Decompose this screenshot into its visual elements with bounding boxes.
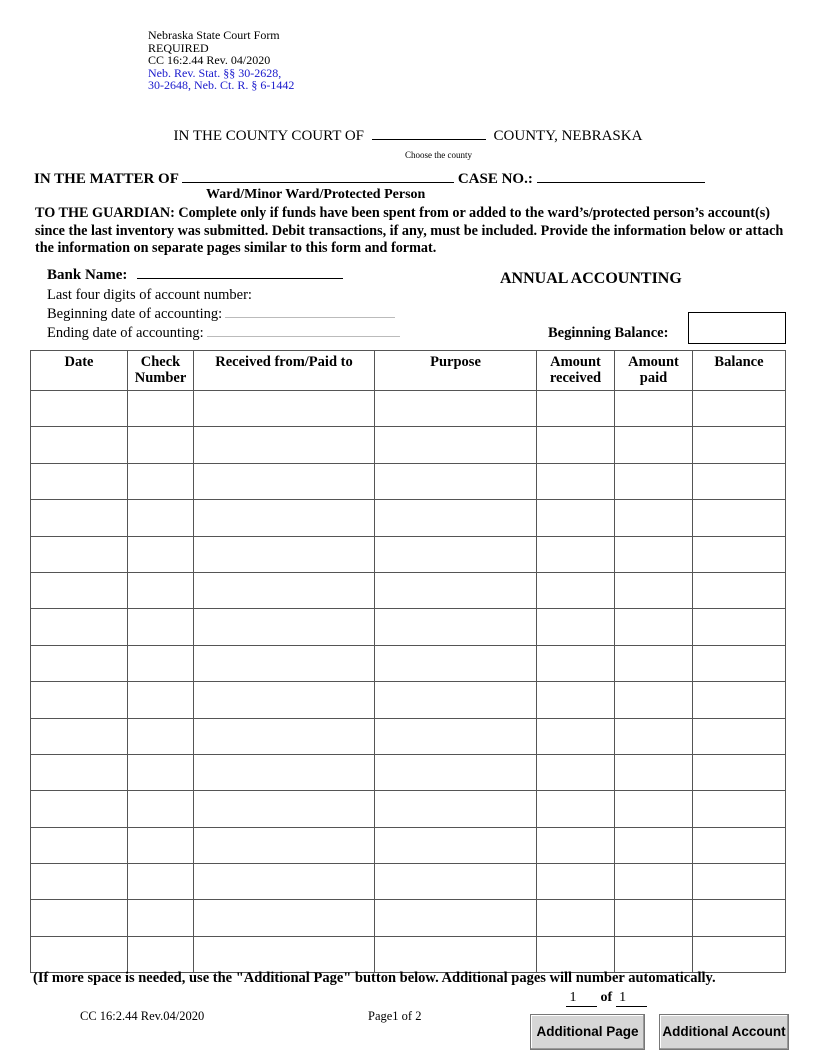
ledger-cell[interactable] <box>537 864 615 900</box>
ledger-row <box>31 682 786 718</box>
ledger-cell[interactable] <box>537 572 615 608</box>
ledger-cell[interactable] <box>375 754 537 790</box>
ledger-cell[interactable] <box>194 900 375 936</box>
footer-page-label: Page1 of 2 <box>368 1009 422 1023</box>
ledger-cell[interactable] <box>537 900 615 936</box>
ledger-cell[interactable] <box>31 827 128 863</box>
col-date: Date <box>31 351 128 391</box>
ledger-cell[interactable] <box>194 754 375 790</box>
beginning-date-row <box>47 306 395 323</box>
statute-reference-1: Neb. Rev. Stat. §§ 30-2628, <box>148 65 282 80</box>
beginning-date-field[interactable] <box>225 307 395 318</box>
ledger-cell[interactable] <box>693 536 786 572</box>
court-prefix: IN THE COUNTY COURT OF <box>173 128 365 144</box>
ledger-cell[interactable] <box>615 754 693 790</box>
ledger-cell[interactable] <box>615 500 693 536</box>
ledger-cell[interactable] <box>128 427 194 463</box>
ledger-cell[interactable] <box>615 864 693 900</box>
page-total-value: 1 <box>619 990 627 1005</box>
ledger-row <box>31 427 786 463</box>
ledger-cell[interactable] <box>194 463 375 499</box>
ledger-body <box>31 391 786 973</box>
ledger-cell[interactable] <box>31 791 128 827</box>
ledger-cell[interactable] <box>375 500 537 536</box>
ledger-cell[interactable] <box>537 427 615 463</box>
ledger-row <box>31 500 786 536</box>
statute-reference-2: 30-2648, Neb. Ct. R. § 6-1442 <box>148 78 295 92</box>
ledger-cell[interactable] <box>194 682 375 718</box>
ledger-cell[interactable] <box>375 718 537 754</box>
ledger-cell[interactable] <box>128 572 194 608</box>
ledger-cell[interactable] <box>128 500 194 536</box>
ledger-cell[interactable] <box>615 572 693 608</box>
ledger-cell[interactable] <box>615 536 693 572</box>
col-amount-paid: Amount paid <box>615 351 693 391</box>
ledger-row <box>31 463 786 499</box>
ledger-row <box>31 718 786 754</box>
col-received-paid: Received from/Paid to <box>194 351 375 391</box>
ledger-cell[interactable] <box>194 645 375 681</box>
ledger-cell[interactable] <box>537 645 615 681</box>
ledger-cell[interactable] <box>128 936 194 972</box>
ledger-cell[interactable] <box>615 827 693 863</box>
ledger-cell[interactable] <box>537 718 615 754</box>
ledger-row <box>31 391 786 427</box>
ledger-cell[interactable] <box>693 791 786 827</box>
ledger-row <box>31 754 786 790</box>
col-amount-received: Amount received <box>537 351 615 391</box>
ledger-cell[interactable] <box>693 463 786 499</box>
case-number-label: CASE NO.: <box>457 171 533 187</box>
ledger-row <box>31 936 786 972</box>
col-purpose: Purpose <box>375 351 537 391</box>
ledger-cell[interactable] <box>615 900 693 936</box>
ledger-row <box>31 900 786 936</box>
bank-name-label: Bank Name: <box>47 267 128 283</box>
ledger-cell[interactable] <box>194 936 375 972</box>
ledger-cell[interactable] <box>31 718 128 754</box>
ledger-row <box>31 864 786 900</box>
ledger-cell[interactable] <box>128 391 194 427</box>
page-total <box>616 990 647 1007</box>
ledger-cell[interactable] <box>375 463 537 499</box>
ledger-cell[interactable] <box>375 682 537 718</box>
ledger-row <box>31 645 786 681</box>
ledger-cell[interactable] <box>693 718 786 754</box>
ledger-cell[interactable] <box>537 682 615 718</box>
ledger-cell[interactable] <box>31 645 128 681</box>
ledger-cell[interactable] <box>615 936 693 972</box>
ledger-cell[interactable] <box>693 609 786 645</box>
ledger-cell[interactable] <box>537 936 615 972</box>
ledger-cell[interactable] <box>693 427 786 463</box>
ledger-cell[interactable] <box>375 791 537 827</box>
ledger-row <box>31 609 786 645</box>
ledger-cell[interactable] <box>31 900 128 936</box>
additional-account-button[interactable]: Additional Account <box>659 1014 789 1050</box>
ledger-row <box>31 536 786 572</box>
ward-caption: Ward/Minor Ward/Protected Person <box>206 187 426 202</box>
bank-name-field[interactable] <box>137 265 343 279</box>
footer-form-code: CC 16:2.44 Rev.04/2020 <box>80 1009 205 1023</box>
ending-date-label: Ending date of accounting: <box>47 325 204 341</box>
ledger-cell[interactable] <box>194 536 375 572</box>
ledger-cell[interactable] <box>693 936 786 972</box>
ledger-cell[interactable] <box>375 864 537 900</box>
ledger-cell[interactable] <box>693 391 786 427</box>
bank-name-row <box>47 265 343 284</box>
form-header <box>148 29 294 92</box>
ledger-cell[interactable] <box>194 791 375 827</box>
ledger-cell[interactable] <box>615 427 693 463</box>
ledger-cell[interactable] <box>375 609 537 645</box>
ledger-cell[interactable] <box>128 791 194 827</box>
ledger-cell[interactable] <box>128 609 194 645</box>
ledger-cell[interactable] <box>194 572 375 608</box>
ledger-cell[interactable] <box>31 682 128 718</box>
ledger-cell[interactable] <box>375 900 537 936</box>
ledger-cell[interactable] <box>128 718 194 754</box>
ledger-cell[interactable] <box>615 609 693 645</box>
ledger-cell[interactable] <box>693 500 786 536</box>
col-check-number: Check Number <box>128 351 194 391</box>
ledger-cell[interactable] <box>194 718 375 754</box>
ledger-cell[interactable] <box>31 754 128 790</box>
ledger-cell[interactable] <box>194 864 375 900</box>
ledger-cell[interactable] <box>615 791 693 827</box>
col-balance: Balance <box>693 351 786 391</box>
ledger-cell[interactable] <box>537 500 615 536</box>
ending-date-field[interactable] <box>207 326 400 337</box>
ledger-cell[interactable] <box>128 463 194 499</box>
beginning-balance-field[interactable] <box>688 312 786 344</box>
ledger-cell[interactable] <box>375 827 537 863</box>
beginning-date-label: Beginning date of accounting: <box>47 306 223 322</box>
ledger-cell[interactable] <box>537 536 615 572</box>
ledger-cell[interactable] <box>31 572 128 608</box>
court-suffix: COUNTY, NEBRASKA <box>493 128 643 144</box>
ledger-cell[interactable] <box>375 936 537 972</box>
ledger-cell[interactable] <box>31 463 128 499</box>
ledger-cell[interactable] <box>31 609 128 645</box>
beginning-balance-label: Beginning Balance: <box>548 325 669 341</box>
ledger-row <box>31 572 786 608</box>
ledger-cell[interactable] <box>31 864 128 900</box>
ledger-cell[interactable] <box>693 754 786 790</box>
ledger-cell[interactable] <box>128 827 194 863</box>
ledger-row <box>31 791 786 827</box>
ledger-cell[interactable] <box>615 645 693 681</box>
ledger-cell[interactable] <box>615 391 693 427</box>
ledger-cell[interactable] <box>537 391 615 427</box>
page-current <box>566 990 597 1007</box>
ledger-cell[interactable] <box>375 391 537 427</box>
page-of: of <box>600 990 613 1005</box>
form-revision-label: CC 16:2.44 Rev. 04/2020 <box>148 53 271 67</box>
ledger-cell[interactable] <box>693 827 786 863</box>
ledger-cell[interactable] <box>693 645 786 681</box>
case-number-field[interactable] <box>537 169 705 183</box>
ledger-cell[interactable] <box>31 500 128 536</box>
annual-accounting-title: ANNUAL ACCOUNTING <box>500 270 682 287</box>
additional-page-button[interactable]: Additional Page <box>530 1014 645 1050</box>
ledger-cell[interactable] <box>31 536 128 572</box>
ledger-cell[interactable] <box>128 536 194 572</box>
ledger-cell[interactable] <box>693 864 786 900</box>
ledger-cell[interactable] <box>128 864 194 900</box>
ledger-cell[interactable] <box>537 827 615 863</box>
ledger-cell[interactable] <box>615 463 693 499</box>
ledger-cell[interactable] <box>194 391 375 427</box>
ledger-cell[interactable] <box>375 536 537 572</box>
ledger-cell[interactable] <box>128 754 194 790</box>
ledger-row <box>31 827 786 863</box>
ledger-cell[interactable] <box>194 827 375 863</box>
ledger-cell[interactable] <box>128 645 194 681</box>
matter-line <box>34 169 705 188</box>
ledger-cell[interactable] <box>537 754 615 790</box>
ledger-cell[interactable] <box>615 718 693 754</box>
ledger-cell[interactable] <box>375 645 537 681</box>
ward-name-field[interactable] <box>182 169 454 183</box>
ledger-table <box>30 350 786 973</box>
ledger-cell[interactable] <box>128 900 194 936</box>
form-state-label: Nebraska State Court Form <box>148 28 280 42</box>
last-four-label: Last four digits of account number: <box>47 287 252 303</box>
ledger-cell[interactable] <box>194 609 375 645</box>
more-space-note: (If more space is needed, use the "Additional Page" button below. Additional pages will number automatically. <box>33 970 716 986</box>
matter-label: IN THE MATTER OF <box>34 171 179 187</box>
ending-date-row <box>47 325 400 342</box>
page-current-value: 1 <box>569 990 577 1005</box>
guardian-instructions: TO THE GUARDIAN: Complete only if funds have been spent from or added to the ward’s/protected person’s account(s) since the last inventory was submitted. Debit transactions, if any, must be included. Provide the information below or attach the information on separate pages similar to this form and format. <box>35 205 784 256</box>
ledger-cell[interactable] <box>128 682 194 718</box>
county-hint: Choose the county <box>405 150 472 160</box>
ledger-cell[interactable] <box>693 572 786 608</box>
county-field[interactable] <box>372 127 486 140</box>
form-required-label: REQUIRED <box>148 40 209 55</box>
ledger-cell[interactable] <box>194 500 375 536</box>
ledger-cell[interactable] <box>615 682 693 718</box>
ledger-cell[interactable] <box>31 936 128 972</box>
ledger-cell[interactable] <box>375 427 537 463</box>
ledger-cell[interactable] <box>375 572 537 608</box>
ledger-cell[interactable] <box>194 427 375 463</box>
page-counter <box>566 990 647 1007</box>
ledger-cell[interactable] <box>537 463 615 499</box>
ledger-cell[interactable] <box>31 427 128 463</box>
ledger-cell[interactable] <box>693 682 786 718</box>
ledger-cell[interactable] <box>31 391 128 427</box>
ledger-cell[interactable] <box>537 609 615 645</box>
ledger-header-row <box>31 351 786 391</box>
ledger-cell[interactable] <box>537 791 615 827</box>
court-caption <box>0 127 816 145</box>
ledger-cell[interactable] <box>693 900 786 936</box>
